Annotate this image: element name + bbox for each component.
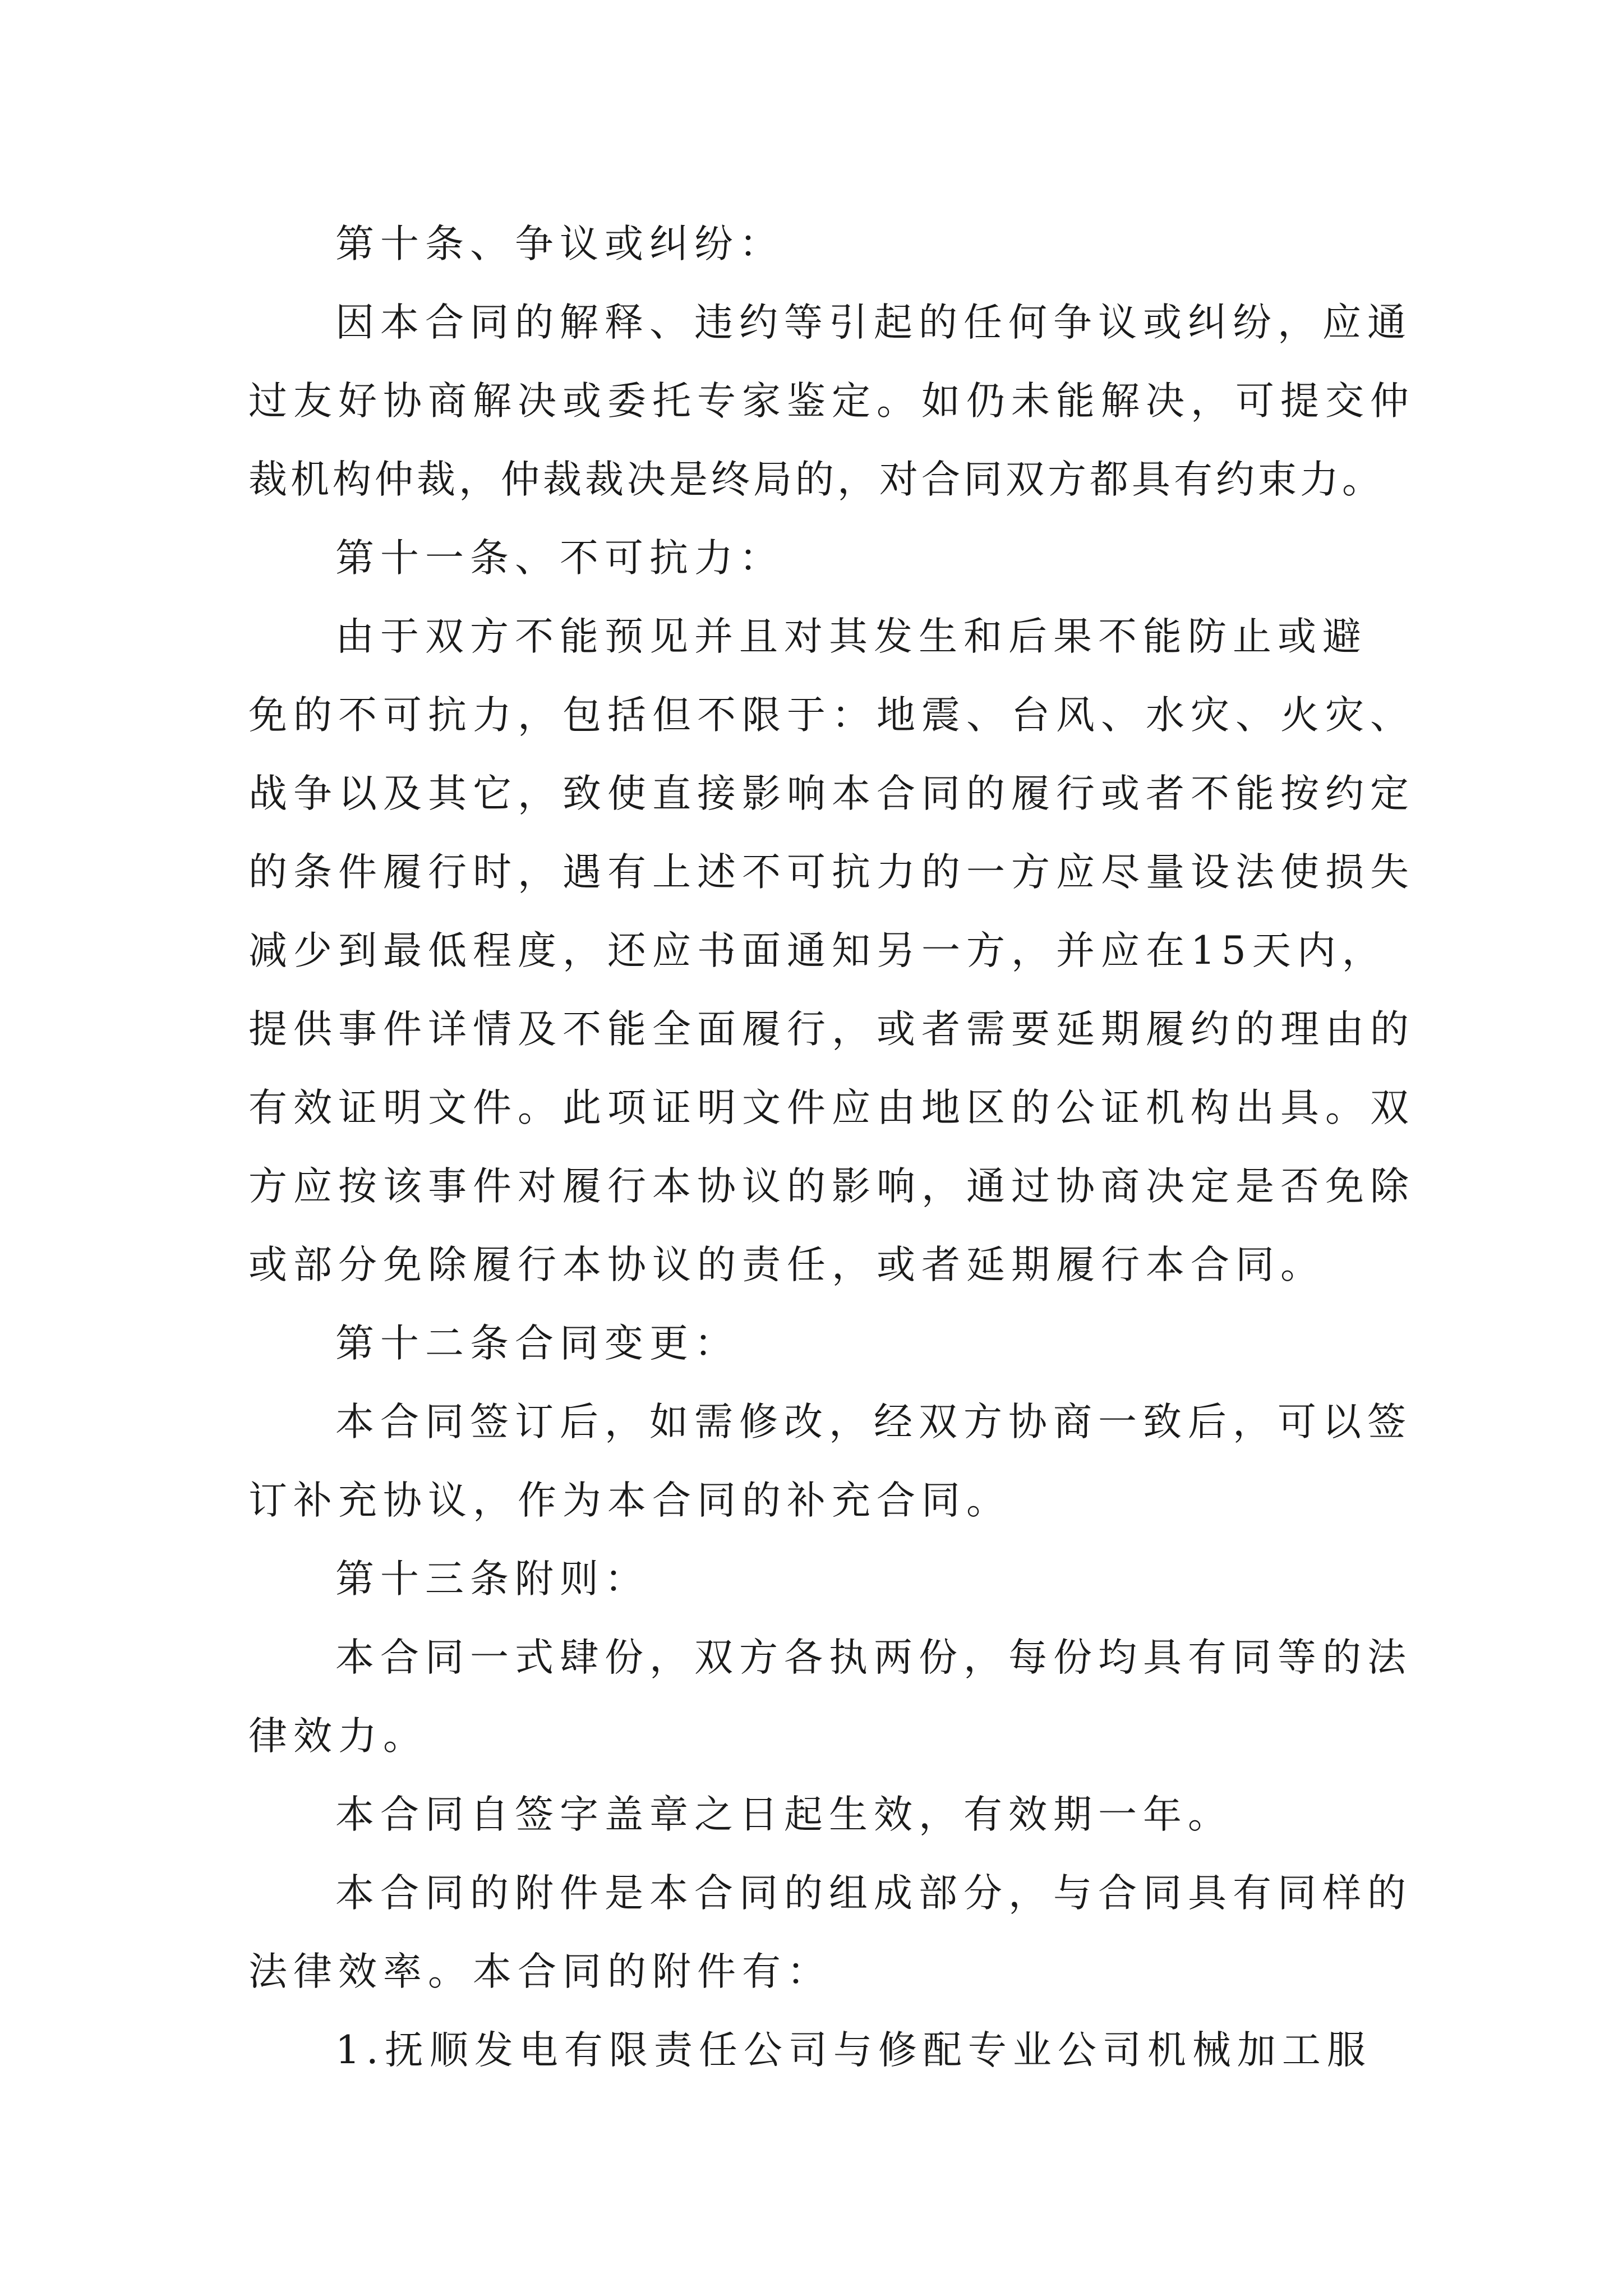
paragraph-line: 有效证明文件。此项证明文件应由地区的公证机构出具。双 [248,1085,1415,1130]
attachment-list-item: 1.抚顺发电有限责任公司与修配专业公司机械加工服 [335,2028,1372,2073]
paragraph-line: 过友好协商解决或委托专家鉴定。如仍未能解决，可提交仲 [248,379,1415,424]
paragraph-line: 律效力。 [248,1714,428,1759]
article-11-heading: 第十一条、不可抗力： [335,536,784,581]
article-12-heading: 第十二条合同变更： [335,1321,739,1366]
paragraph-line: 本合同签订后，如需修改，经双方协商一致后，可以签 [335,1400,1412,1444]
paragraph-line: 减少到最低程度，还应书面通知另一方，并应在15天内， [248,928,1387,973]
paragraph-line: 或部分免除履行本协议的责任，或者延期履行本合同。 [248,1243,1325,1287]
paragraph-line: 本合同的附件是本合同的组成部分，与合同具有同样的 [335,1871,1412,1916]
paragraph-line: 由于双方不能预见并且对其发生和后果不能防止或避 [335,614,1367,659]
paragraph-line: 方应按该事件对履行本协议的影响，通过协商决定是否免除 [248,1164,1415,1209]
paragraph-line: 本合同自签字盖章之日起生效，有效期一年。 [335,1792,1233,1837]
paragraph-line: 法律效率。本合同的附件有： [248,1949,832,1994]
paragraph-line: 本合同一式肆份，双方各执两份，每份均具有同等的法 [335,1635,1412,1680]
paragraph-line: 的条件履行时，遇有上述不可抗力的一方应尽量设法使损失 [248,850,1415,895]
paragraph-line: 战争以及其它，致使直接影响本合同的履行或者不能按约定 [248,771,1415,816]
paragraph-line: 提供事件详情及不能全面履行，或者需要延期履约的理由的 [248,1007,1415,1052]
paragraph-line: 免的不可抗力，包括但不限于：地震、台风、水灾、火灾、 [248,693,1415,738]
paragraph-line: 因本合同的解释、违约等引起的任何争议或纠纷，应通 [335,300,1412,345]
paragraph-line: 订补充协议，作为本合同的补充合同。 [248,1478,1011,1523]
article-10-heading: 第十条、争议或纠纷： [335,222,784,266]
article-13-heading: 第十三条附则： [335,1557,649,1602]
paragraph-line: 裁机构仲裁，仲裁裁决是终局的，对合同双方都具有约束力。 [248,457,1384,502]
